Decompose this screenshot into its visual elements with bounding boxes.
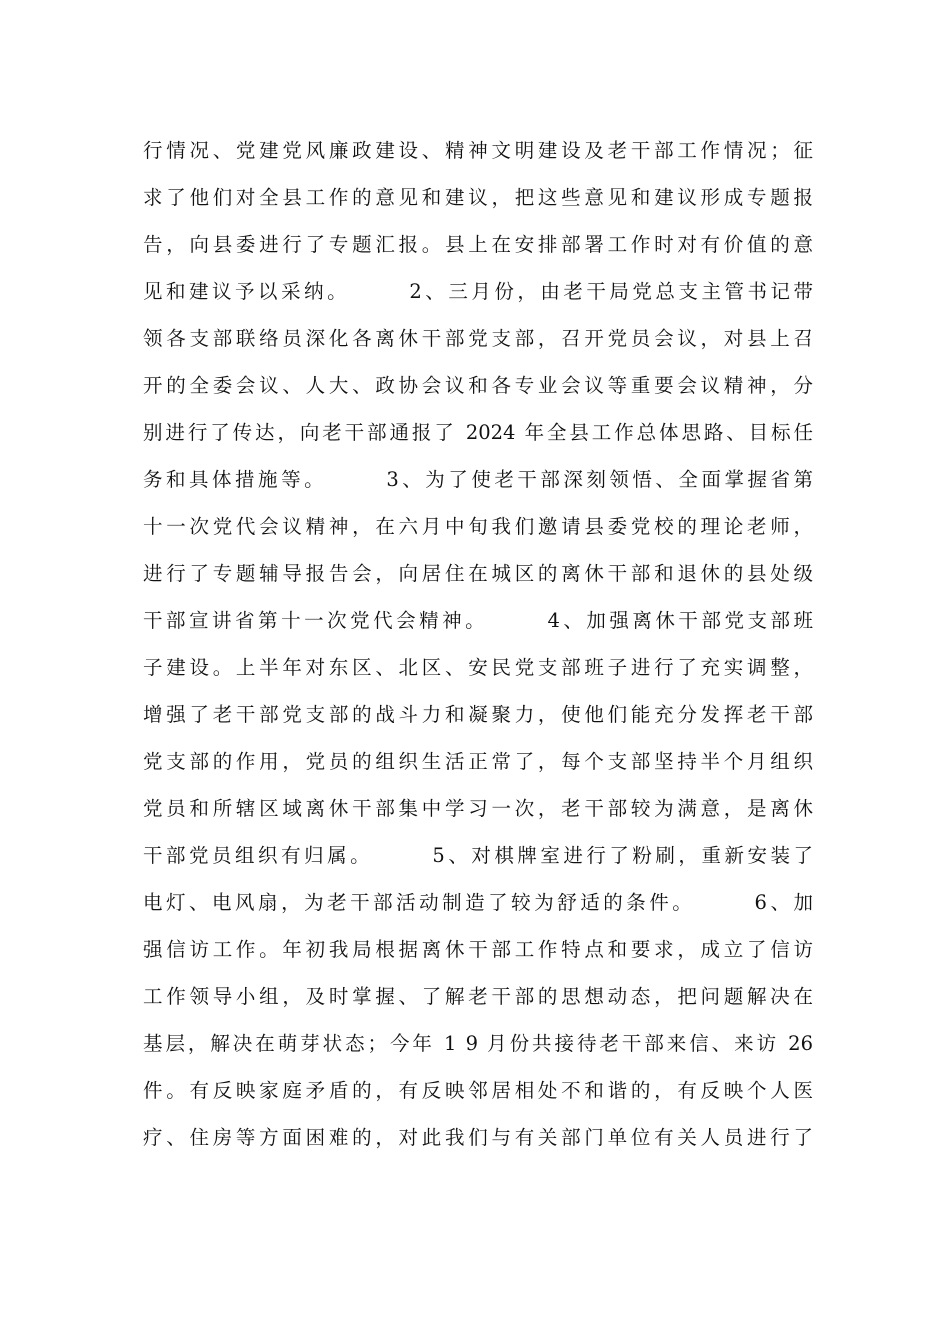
text-line: 党支部的作用，党员的组织生活正常了，每个支部坚持半个月组织	[143, 750, 813, 773]
text-line: 告，向县委进行了专题汇报。县上在安排部署工作时对有价值的意	[143, 233, 813, 256]
text-line: 务和具体措施等。 3、为了使老干部深刻领悟、全面掌握省第	[143, 468, 813, 491]
text-line: 开的全委会议、人大、政协会议和各专业会议等重要会议精神，分	[143, 374, 813, 397]
text-line: 工作领导小组，及时掌握、了解老干部的思想动态，把问题解决在	[143, 985, 813, 1008]
body-text	[143, 127, 813, 1161]
text-line: 增强了老干部党支部的战斗力和凝聚力，使他们能充分发挥老干部	[143, 703, 813, 726]
text-line: 子建设。上半年对东区、北区、安民党支部班子进行了充实调整，	[143, 656, 813, 679]
text-line: 干部宣讲省第十一次党代会精神。 4、加强离休干部党支部班	[143, 609, 813, 632]
text-line: 基层，解决在萌芽状态；今年 1 9 月份共接待老干部来信、来访 26	[143, 1032, 813, 1055]
text-line: 强信访工作。年初我局根据离休干部工作特点和要求，成立了信访	[143, 938, 813, 961]
text-line: 求了他们对全县工作的意见和建议，把这些意见和建议形成专题报	[143, 186, 813, 209]
text-line: 领各支部联络员深化各离休干部党支部，召开党员会议，对县上召	[143, 327, 813, 350]
text-line: 见和建议予以采纳。 2、三月份，由老干局党总支主管书记带	[143, 280, 813, 303]
text-line: 疗、住房等方面困难的，对此我们与有关部门单位有关人员进行了	[143, 1126, 813, 1149]
text-line: 进行了专题辅导报告会，向居住在城区的离休干部和退休的县处级	[143, 562, 813, 585]
text-line: 别进行了传达，向老干部通报了 2024 年全县工作总体思路、目标任	[143, 421, 813, 444]
text-line: 件。有反映家庭矛盾的，有反映邻居相处不和谐的，有反映个人医	[143, 1079, 813, 1102]
text-line: 干部党员组织有归属。 5、对棋牌室进行了粉刷，重新安装了	[143, 844, 813, 867]
text-line: 电灯、电风扇，为老干部活动制造了较为舒适的条件。 6、加	[143, 891, 813, 914]
text-line: 行情况、党建党风廉政建设、精神文明建设及老干部工作情况；征	[143, 139, 813, 162]
text-line: 党员和所辖区域离休干部集中学习一次，老干部较为满意，是离休	[143, 797, 813, 820]
text-line: 十一次党代会议精神，在六月中旬我们邀请县委党校的理论老师，	[143, 515, 813, 538]
